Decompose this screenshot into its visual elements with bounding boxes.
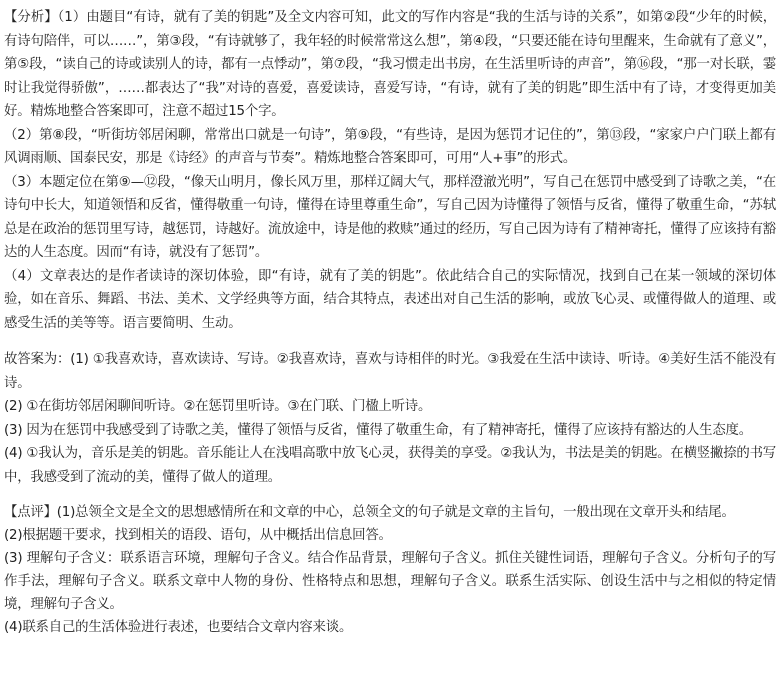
analysis-paragraph-1: 【分析】（1）由题目“有诗，就有了美的钥匙”及全文内容可知，此文的写作内容是“我的生活与诗的关系”，如第②段“少年的时候，有诗句陪伴，可以……”，第③段，“有诗就够了，我年轻的时候常常这么想”，第④段，“只要还能在诗句里醒来，生命就有了意义”，第⑤段，“读自己的诗或读别人的诗，都有一点悸动”，第⑦段，“我习惯走出书房，在生活里听诗的声音”，第⑯段，“那一对长联，霎时让我觉得骄傲”，……都表达了“我”对诗的喜爱，喜爱读诗，喜爱写诗，“有诗，就有了美的钥匙”即生活中有了诗，才变得更加美好。精炼地整合答案即可，注意不超过15个字。 — [4, 10, 776, 119]
comment-section — [4, 501, 776, 639]
comment-2: (2)根据题干要求，找到相关的语段、语句，从中概括出信息回答。 — [4, 528, 392, 543]
analysis-paragraph-3: （3）本题定位在第⑨—⑫段，“像天山明月，像长风万里，那样辽阔大气，那样澄澈光明”，写自己在惩罚中感受到了诗歌之美，“在诗句中长大，知道领悟和反省，懂得敬重一句诗，懂得在诗里尊重生命”，写自己因为诗懂得了领悟与反省，懂得了敬重生命，“苏轼总是在政治的惩罚里写诗，越惩罚，诗越好。流放途中，诗是他的救赎”通过的经历，写自己因为诗有了精神寄托，懂得了应该持有豁达的人生态度。因而“有诗，就没有了惩罚”。 — [4, 174, 776, 260]
answers-section — [4, 348, 776, 489]
answer-3: (3) 因为在惩罚中我感受到了诗歌之美，懂得了领悟与反省，懂得了敬重生命，有了精神寄托，懂得了应该持有豁达的人生态度。 — [4, 422, 752, 438]
comment-1: 【点评】(1)总领全文是全文的思想感情所在和文章的中心，总领全文的句子就是文章的主旨句，一般出现在文章开头和结尾。 — [4, 505, 735, 520]
analysis-paragraph-2: （2）第⑧段，“听街坊邻居闲聊，常常出口就是一句诗”，第⑨段，“有些诗，是因为惩罚才记住的”，第⑬段，“家家户户门联上都有风调雨顺、国泰民安，那是《诗经》的声音与节奏”。精炼地整合答案即可，可用“人+事”的形式。 — [4, 127, 776, 166]
analysis-section — [4, 6, 776, 335]
answer-4: (4) ①我认为，音乐是美的钥匙。音乐能让人在浅唱高歌中放飞心灵，获得美的享受。②我认为，书法是美的钥匙。在横竖撇捺的书写中，我感受到了流动的美，懂得了做人的道理。 — [4, 446, 776, 485]
comment-4: (4)联系自己的生活体验进行表述，也要结合文章内容来谈。 — [4, 620, 353, 635]
analysis-paragraph-4: （4）文章表达的是作者读诗的深切体验，即“有诗，就有了美的钥匙”。依此结合自己的实际情况，找到自己在某一领域的深切体验，如在音乐、舞蹈、书法、美术、文学经典等方面，结合其特点，表述出对自己生活的影响，或放飞心灵、或懂得做人的道理、或感受生活的美等等。语言要简明、生动。 — [4, 268, 776, 331]
answer-1: 故答案为：(1) ①我喜欢诗，喜欢读诗、写诗。②我喜欢诗，喜欢与诗相伴的时光。③我爱在生活中读诗、听诗。④美好生活不能没有诗。 — [4, 352, 776, 391]
answer-2: (2) ①在街坊邻居闲聊间听诗。②在惩罚里听诗。③在门联、门楹上听诗。 — [4, 399, 432, 414]
comment-3: (3) 理解句子含义：联系语言环境，理解句子含义。结合作品背景，理解句子含义。抓住关键性词语，理解句子含义。分析句子的写作手法，理解句子含义。联系文章中人物的身份、性格特点和思想，理解句子含义。联系生活实际、创设生活中与之相似的特定情境，理解句子含义。 — [4, 551, 776, 612]
